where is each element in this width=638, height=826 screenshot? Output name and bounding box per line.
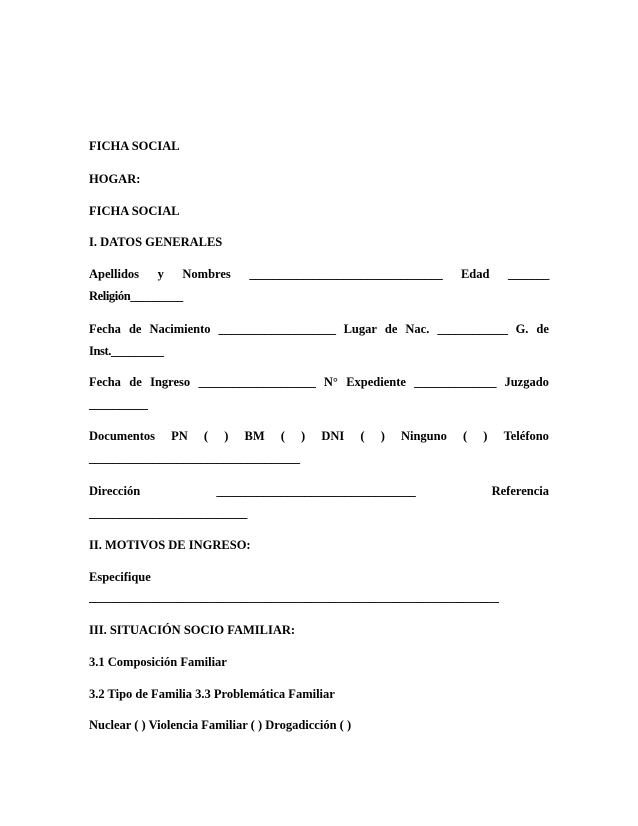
checkbox-open[interactable]: (: [462, 429, 468, 443]
word: DNI: [321, 429, 345, 443]
word: Fecha: [89, 375, 121, 389]
checkbox-open[interactable]: (: [360, 429, 365, 443]
lugar-nac-blank[interactable]: ____________: [437, 322, 508, 336]
word: Edad: [460, 267, 490, 281]
edad-blank[interactable]: _______: [508, 267, 549, 281]
word: de: [384, 322, 398, 336]
word: Fecha: [89, 322, 121, 336]
checkbox-open[interactable]: (: [280, 429, 285, 443]
word: Teléfono: [503, 429, 549, 443]
word: de: [129, 375, 142, 389]
apellidos-blank[interactable]: _________________________________: [249, 267, 443, 281]
word: Documentos: [89, 429, 155, 443]
checkbox-close: ): [301, 429, 306, 443]
juzgado-blank[interactable]: __________: [89, 397, 148, 411]
word: Referencia: [491, 484, 549, 498]
word: Nombres: [182, 267, 231, 281]
row-fecha-ingreso: [89, 375, 549, 390]
religion-field[interactable]: Religión_________: [89, 289, 183, 303]
options-line: Nuclear ( ) Violencia Familiar ( ) Drogadicción ( ): [89, 718, 352, 732]
nacimiento-blank[interactable]: ____________________: [218, 322, 336, 336]
direccion-blank[interactable]: __________________________________: [216, 484, 416, 498]
checkbox-close: ): [380, 429, 385, 443]
word: Ingreso: [150, 375, 191, 389]
referencia-blank[interactable]: ___________________________: [89, 506, 247, 520]
subsection-composicion: 3.1 Composición Familiar: [89, 655, 227, 669]
word: Nac.: [405, 322, 430, 336]
row-direccion: [89, 484, 549, 499]
word: Expediente: [346, 375, 406, 389]
word: N°: [323, 375, 338, 389]
telefono-blank[interactable]: ____________________________________: [89, 451, 300, 465]
doc-title: FICHA SOCIAL: [89, 139, 180, 153]
checkbox-open[interactable]: (: [203, 429, 209, 443]
doc-title-repeat: FICHA SOCIAL: [89, 204, 180, 218]
word: BM: [244, 429, 265, 443]
subsection-tipo-familia: 3.2 Tipo de Familia 3.3 Problemática Familiar: [89, 687, 335, 701]
word: Ninguno: [400, 429, 447, 443]
especifique-label: Especifique: [89, 570, 151, 584]
word: PN: [171, 429, 188, 443]
ingreso-blank[interactable]: ____________________: [198, 375, 316, 389]
word: Juzgado: [504, 375, 549, 389]
row-apellidos: [89, 267, 549, 282]
section-motivos: II. MOTIVOS DE INGRESO:: [89, 538, 251, 552]
word: y: [157, 267, 164, 281]
checkbox-close: ): [483, 429, 488, 443]
especifique-blank[interactable]: ______________________________________________________________________: [89, 590, 499, 604]
section-situacion: III. SITUACIÓN SOCIO FAMILIAR:: [89, 623, 296, 637]
row-fecha-nacimiento: [89, 322, 549, 337]
word: Apellidos: [89, 267, 140, 281]
word: Dirección: [89, 484, 141, 498]
section-datos-generales: I. DATOS GENERALES: [89, 235, 223, 249]
checkbox-close: ): [224, 429, 229, 443]
word: de: [128, 322, 142, 336]
word: Lugar: [343, 322, 377, 336]
hogar-label: HOGAR:: [89, 172, 141, 186]
word: Nacimiento: [149, 322, 211, 336]
word: G.: [515, 322, 529, 336]
row-documentos: [89, 429, 549, 444]
expediente-blank[interactable]: ______________: [414, 375, 497, 389]
word: de: [536, 322, 549, 336]
inst-field[interactable]: Inst._________: [89, 344, 164, 358]
